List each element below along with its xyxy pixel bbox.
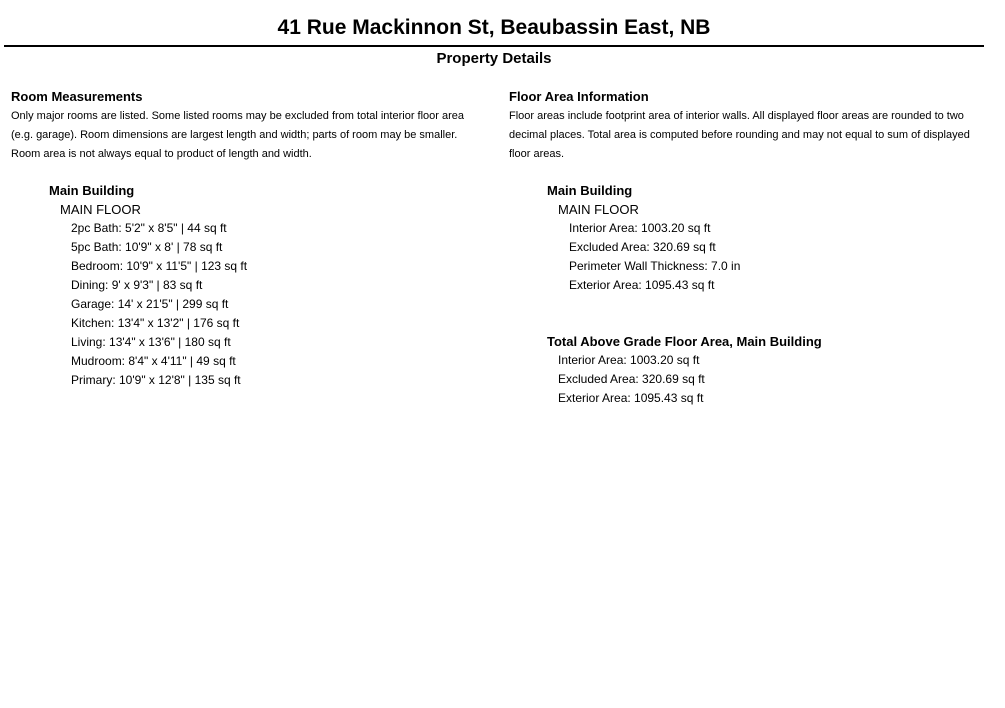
floor-area-list	[509, 219, 989, 295]
total-floor-area-item: Exterior Area: 1095.43 sq ft	[558, 391, 704, 405]
floor-area-note-line: floor areas.	[509, 148, 565, 160]
floor-area-floor-heading: MAIN FLOOR	[558, 202, 639, 217]
room-item: Mudroom: 8'4" x 4'11" | 49 sq ft	[71, 354, 236, 368]
room-item: Garage: 14' x 21'5" | 299 sq ft	[71, 297, 229, 311]
room-item: Primary: 10'9" x 12'8" | 135 sq ft	[71, 373, 241, 387]
room-item: Bedroom: 10'9" x 11'5" | 123 sq ft	[71, 259, 248, 273]
room-measurements-note-line: (e.g. garage). Room dimensions are largest length and width; parts of room may be smaller.	[11, 129, 458, 141]
room-measurements-note-line: Only major rooms are listed. Some listed rooms may be excluded from total interior floor area	[11, 110, 465, 122]
floor-area-heading: Floor Area Information	[509, 89, 649, 104]
room-measurements-note-line: Room area is not always equal to product of length and width.	[11, 148, 312, 160]
floor-area-note-line: decimal places. Total area is computed before rounding and may not equal to sum of displayed	[509, 129, 970, 141]
room-item: Living: 13'4" x 13'6" | 180 sq ft	[71, 335, 231, 349]
floor-area-item: Exterior Area: 1095.43 sq ft	[569, 278, 715, 292]
total-floor-area-heading: Total Above Grade Floor Area, Main Building	[547, 334, 822, 349]
page-subtitle: Property Details	[436, 50, 552, 67]
total-floor-area-item: Interior Area: 1003.20 sq ft	[558, 353, 700, 367]
page-title: 41 Rue Mackinnon St, Beaubassin East, NB	[277, 16, 711, 39]
floor-area-section	[509, 88, 989, 408]
room-measurements-section	[11, 88, 491, 390]
floor-area-note-line: Floor areas include footprint area of interior walls. All displayed floor areas are rounded to two	[509, 110, 964, 122]
room-list	[11, 219, 491, 390]
room-item: Kitchen: 13'4" x 13'2" | 176 sq ft	[71, 316, 240, 330]
room-floor-heading: MAIN FLOOR	[60, 202, 141, 217]
room-building-heading: Main Building	[49, 183, 135, 198]
floor-area-item: Perimeter Wall Thickness: 7.0 in	[569, 259, 741, 273]
room-measurements-heading: Room Measurements	[11, 89, 143, 104]
room-item: 5pc Bath: 10'9" x 8' | 78 sq ft	[71, 240, 223, 254]
floor-area-item: Excluded Area: 320.69 sq ft	[569, 240, 716, 254]
total-floor-area-list	[509, 351, 989, 408]
total-floor-area-item: Excluded Area: 320.69 sq ft	[558, 372, 705, 386]
floor-area-item: Interior Area: 1003.20 sq ft	[569, 221, 711, 235]
room-item: 2pc Bath: 5'2" x 8'5" | 44 sq ft	[71, 221, 227, 235]
title-divider	[4, 45, 984, 47]
room-item: Dining: 9' x 9'3" | 83 sq ft	[71, 278, 203, 292]
floor-area-building-heading: Main Building	[547, 183, 633, 198]
